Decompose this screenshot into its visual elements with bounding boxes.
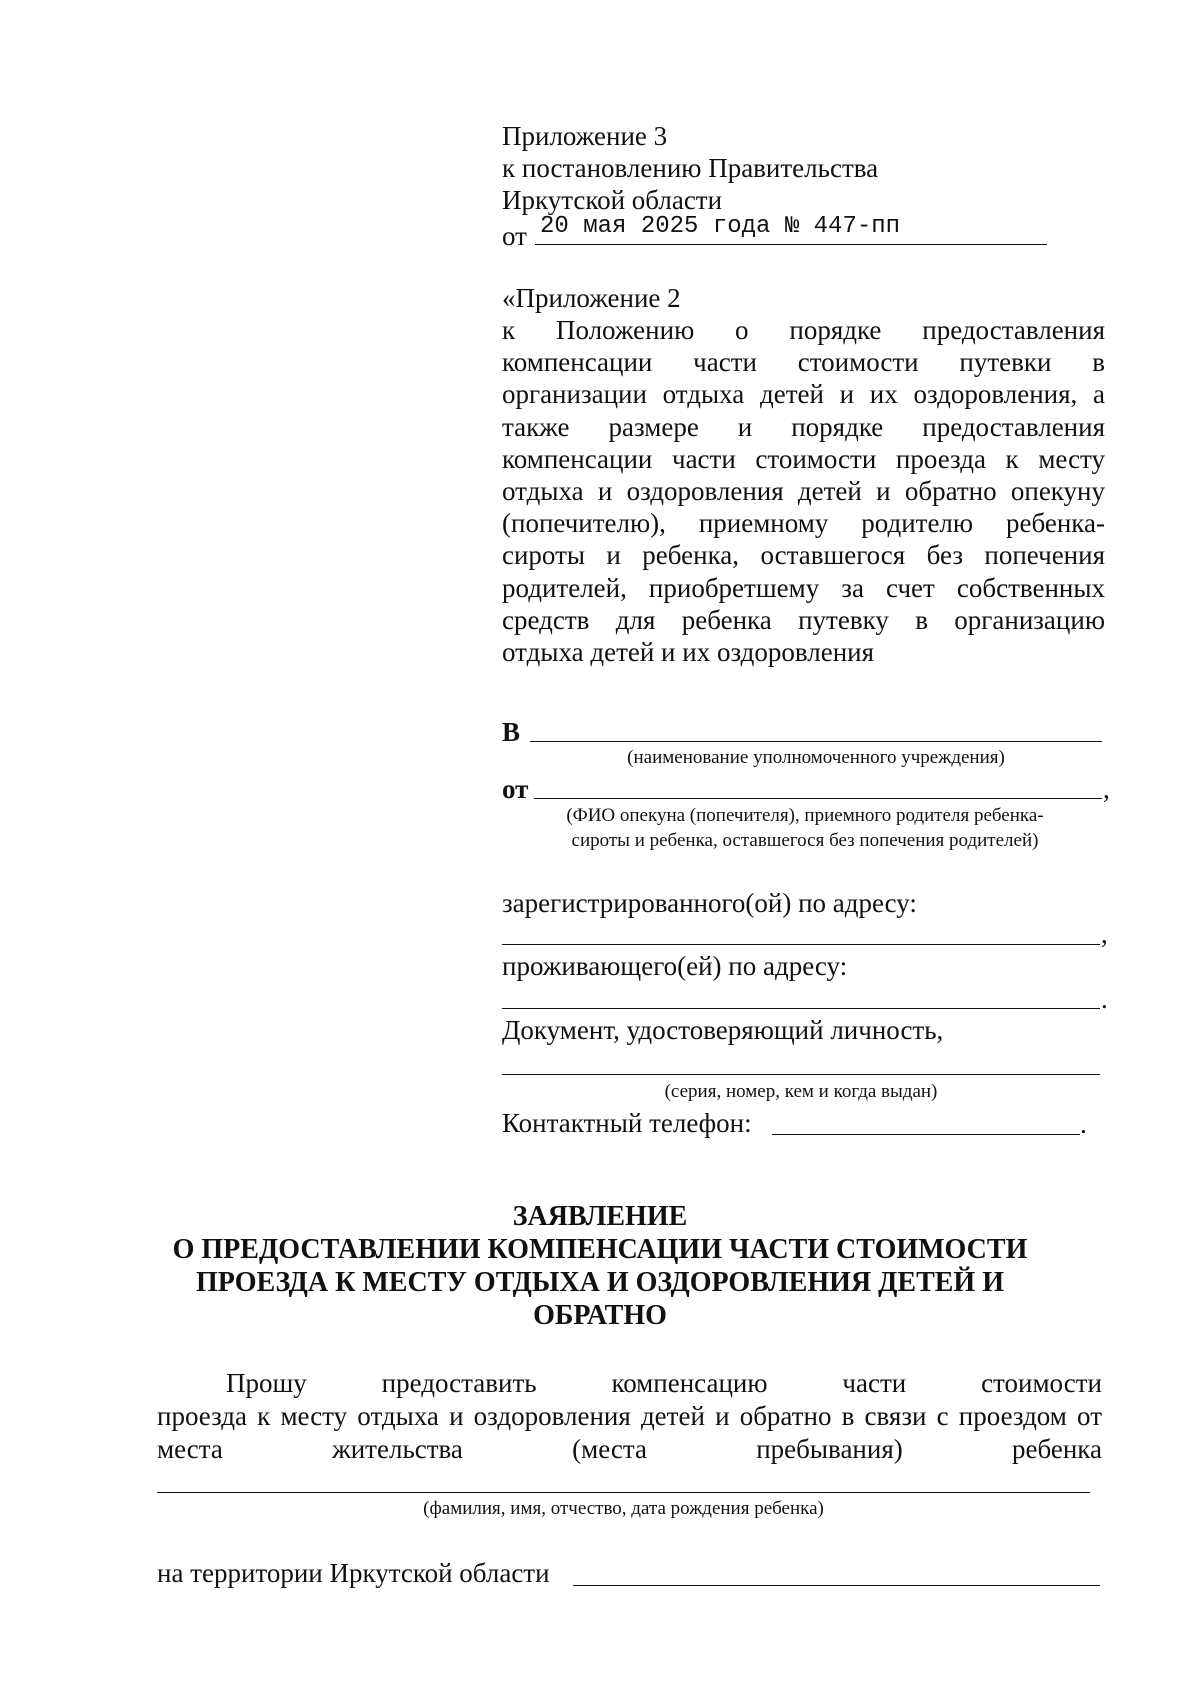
from-prefix: от: [502, 774, 529, 804]
appendix2-title: «Приложение 2: [502, 283, 681, 313]
decree-date-prefix: от: [502, 221, 527, 251]
guardian-caption-1: (ФИО опекуна (попечителя), приемного родителя ребенка-: [566, 805, 1044, 826]
guardian-caption-2: сироты и ребенка, оставшегося без попечения родителей): [571, 830, 1039, 851]
request-word: жительства: [332, 1434, 463, 1464]
appendix2-line: также размере и порядке предоставления: [502, 411, 1105, 442]
request-word: предоставить: [381, 1368, 537, 1398]
registered-address-line[interactable]: [502, 944, 1100, 945]
guardian-name-line[interactable]: [534, 798, 1102, 799]
request-row-2: проезда к месту отдыха и оздоровления детей и обратно в связи с проездом от: [157, 1401, 1102, 1431]
request-row-1: [157, 1367, 1102, 1399]
request-row-3: [157, 1433, 1102, 1465]
territory-label: на территории Иркутской области: [157, 1558, 550, 1588]
institution-name-line[interactable]: [530, 741, 1102, 742]
from-comma: ,: [1103, 774, 1110, 804]
request-word: стоимости: [981, 1368, 1102, 1398]
institution-caption: (наименование уполномоченного учреждения): [627, 747, 1005, 768]
child-name-line[interactable]: [157, 1492, 1090, 1493]
appendix2-line: к Положению о порядке предоставления: [502, 315, 1105, 345]
appendix2-line: сироты и ребенка, оставшегося без попечения: [502, 540, 1105, 571]
appendix2-line: средств для ребенка путевку в организацию: [502, 604, 1105, 635]
appendix2-line: компенсации части стоимости проезда к месту: [502, 443, 1105, 474]
registered-comma: ,: [1101, 919, 1108, 949]
appendix2-line: родителей, приобретшему за счет собственных: [502, 572, 1105, 603]
request-word: места: [157, 1434, 223, 1464]
residence-dot: .: [1101, 984, 1108, 1014]
request-word: Прошу: [226, 1368, 307, 1398]
statement-title: ЗАЯВЛЕНИЕ: [512, 1201, 688, 1232]
appendix2-line: (попечителю), приемному родителю ребенка-: [502, 508, 1105, 539]
phone-line[interactable]: [772, 1134, 1080, 1135]
appendix2-line: организации отдыха детей и их оздоровления, а: [502, 379, 1105, 410]
residence-address-label: проживающего(ей) по адресу:: [502, 951, 848, 981]
decree-date-line: [535, 244, 1047, 245]
request-word: части: [842, 1368, 907, 1398]
child-name-caption: (фамилия, имя, отчество, дата рождения ребенка): [423, 1498, 824, 1519]
statement-subtitle-1: О ПРЕДОСТАВЛЕНИИ КОМПЕНСАЦИИ ЧАСТИ СТОИМОСТИ: [172, 1234, 1028, 1265]
request-word: компенсацию: [611, 1368, 768, 1398]
decree-date-value: 20 мая 2025 года № 447-пп: [540, 213, 901, 240]
residence-address-line[interactable]: [502, 1008, 1100, 1009]
appendix2-line: отдыха и оздоровления детей и обратно опекуну: [502, 476, 1105, 507]
appendix2-body: [502, 314, 1105, 668]
phone-label: Контактный телефон:: [502, 1108, 752, 1138]
appendix-reference: к постановлению Правительства: [502, 153, 879, 183]
identity-document-label: Документ, удостоверяющий личность,: [502, 1015, 944, 1045]
appendix-region: Иркутской области: [502, 185, 723, 215]
phone-dot: .: [1080, 1109, 1087, 1139]
request-word: ребенка: [1011, 1434, 1102, 1464]
appendix-number: Приложение 3: [502, 121, 668, 151]
statement-subtitle-3: ОБРАТНО: [533, 1300, 667, 1331]
to-prefix: В: [502, 717, 521, 747]
statement-subtitle-2: ПРОЕЗДА К МЕСТУ ОТДЫХА И ОЗДОРОВЛЕНИЯ ДЕТЕЙ И: [196, 1267, 1004, 1298]
request-word: пребывания): [756, 1434, 903, 1464]
identity-document-caption: (серия, номер, кем и когда выдан): [664, 1081, 938, 1102]
identity-document-line[interactable]: [502, 1074, 1100, 1075]
registered-address-label: зарегистрированного(ой) по адресу:: [502, 888, 917, 918]
territory-line[interactable]: [573, 1585, 1100, 1586]
appendix2-line: компенсации части стоимости путевки в: [502, 347, 1105, 378]
request-word: (места: [572, 1434, 647, 1464]
appendix2-line-last: отдыха детей и их оздоровления: [502, 637, 875, 668]
